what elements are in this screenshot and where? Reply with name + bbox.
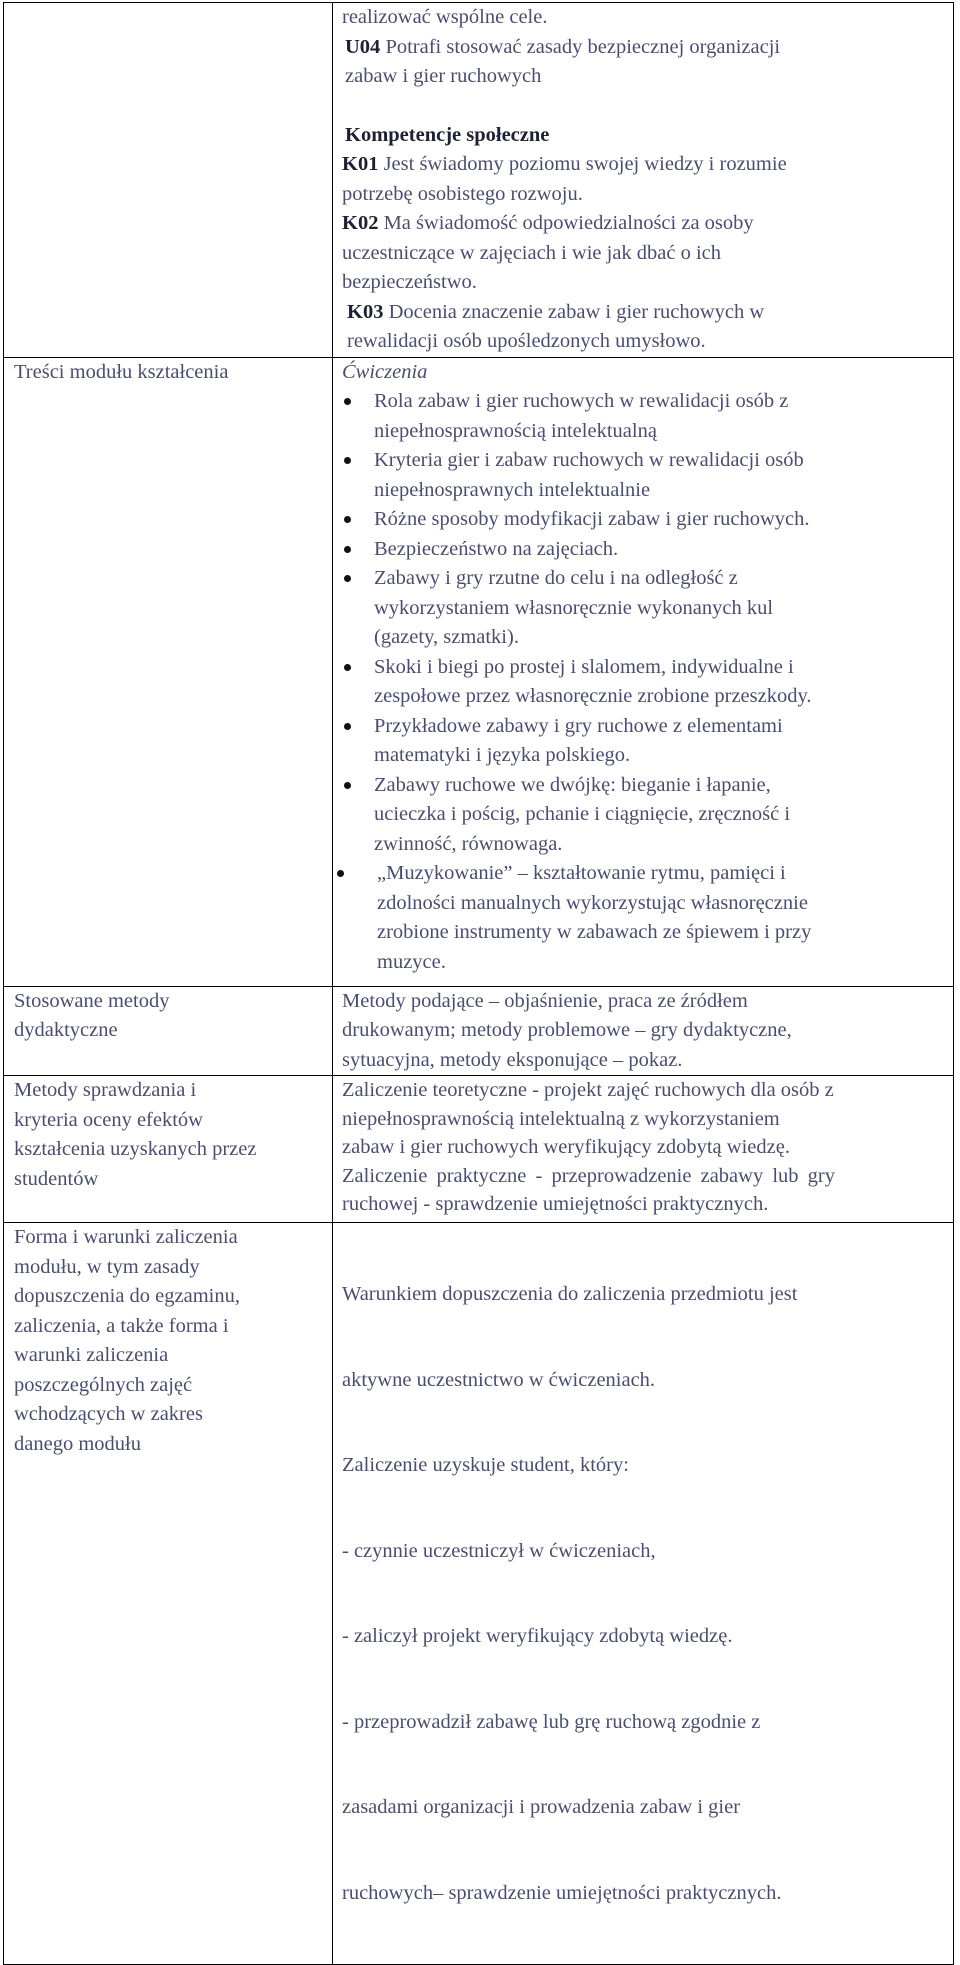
bullet-icon — [344, 457, 351, 464]
tresci-label-cell — [4, 357, 333, 986]
text-line: wchodzących w zakres — [14, 1403, 203, 1425]
bullet-icon — [344, 723, 351, 730]
row-tresci — [4, 357, 954, 986]
text-line: bezpieczeństwo. — [342, 271, 477, 293]
text-line: - czynnie uczestniczył w ćwiczeniach, — [342, 1539, 656, 1562]
text-line: matematyki i języka polskiego. — [374, 744, 631, 766]
text-line: poszczególnych zajęć — [14, 1373, 193, 1396]
text-line: Przykładowe zabawy i gry ruchowe z elementami — [374, 714, 783, 737]
metody-content-cell — [333, 986, 954, 1076]
bullet-icon — [344, 546, 351, 553]
text-line: dydaktyczne — [14, 1019, 118, 1041]
text-line: muzyce. — [377, 950, 446, 973]
text-line: (gazety, szmatki). — [374, 626, 519, 648]
text-line: „Muzykowanie” – kształtowanie rytmu, pamięci i — [377, 862, 786, 884]
u04-code: U04 — [345, 35, 381, 58]
k01-code: K01 — [342, 153, 379, 175]
text-line: Metody podające – objaśnienie, praca ze źródłem — [342, 989, 748, 1012]
text-line: niepełnosprawnością intelektualną z wykorzystaniem — [342, 1107, 780, 1130]
list-item — [342, 859, 953, 977]
row-competences — [4, 3, 954, 358]
text-line: sytuacyjna, metody eksponujące – pokaz. — [342, 1048, 683, 1071]
text-line: kształcenia uzyskanych przez — [14, 1138, 257, 1160]
k01-text: Jest świadomy poziomu swojej wiedzy i rozumie — [378, 153, 787, 175]
text-line: Warunkiem dopuszczenia do zaliczenia przedmiotu jest — [342, 1283, 798, 1305]
text-line: Zabawy ruchowe we dwójkę: bieganie i łapanie, — [374, 773, 771, 796]
text-line: danego modułu — [14, 1432, 141, 1455]
list-item — [342, 564, 953, 653]
text-line: zwinność, równowaga. — [374, 832, 563, 855]
k03-code: K03 — [347, 300, 384, 323]
text-line: zespołowe przez własnoręcznie zrobione przeszkody. — [374, 685, 812, 707]
text-line: ucieczka i pościg, pchanie i ciągnięcie, zręczność i — [374, 803, 791, 825]
bullet-icon — [344, 782, 351, 789]
bullet-icon — [337, 870, 344, 877]
metody-label-cell — [4, 986, 333, 1076]
module-table — [3, 2, 954, 1965]
text-line: - przeprowadził zabawę lub grę ruchową zgodnie z — [342, 1710, 761, 1733]
text-line: Forma i warunki zaliczenia — [14, 1226, 238, 1248]
text-line: potrzebę osobistego rozwoju. — [342, 182, 583, 205]
text-line: Metody sprawdzania i — [14, 1079, 197, 1101]
k02-code: K02 — [342, 212, 379, 234]
text-line: Bezpieczeństwo na zajęciach. — [374, 537, 619, 560]
tresci-label: Treści modułu kształcenia — [14, 360, 229, 383]
text-line: niepełnosprawnością intelektualną — [374, 419, 657, 442]
text-line: realizować wspólne cele. — [342, 6, 548, 28]
text-line: Zaliczenie praktyczne - przeprowadzenie zabawy lub gry — [342, 1164, 835, 1187]
list-item — [342, 771, 953, 860]
text-line: zabaw i gier ruchowych — [345, 65, 542, 87]
text-line: uczestniczące w zajęciach i wie jak dbać o ich — [342, 241, 722, 264]
row-sprawdzanie — [4, 1076, 954, 1223]
text-line: ruchowych– sprawdzenie umiejętności praktycznych. — [342, 1881, 782, 1904]
u04-text: Potrafi stosować zasady bezpiecznej organizacji — [380, 35, 781, 58]
text-line: Zabawy i gry rzutne do celu i na odległość z — [374, 567, 738, 589]
text-line: modułu, w tym zasady — [14, 1255, 200, 1278]
text-line: dopuszczenia do egzaminu, — [14, 1285, 240, 1307]
k02-text: Ma świadomość odpowiedzialności za osoby — [378, 212, 754, 234]
text-line: ruchowej - sprawdzenie umiejętności praktycznych. — [342, 1193, 769, 1215]
text-line: zasadami organizacji i prowadzenia zabaw i gier — [342, 1796, 741, 1818]
empty-label-cell — [4, 3, 333, 358]
u04-line — [342, 33, 953, 63]
row-metody — [4, 986, 954, 1076]
list-item — [342, 446, 953, 505]
text-line: - zaliczył projekt weryfikujący zdobytą wiedzę. — [342, 1625, 733, 1647]
text-line: Stosowane metody — [14, 989, 170, 1012]
text-line: Różne sposoby modyfikacji zabaw i gier ruchowych. — [374, 508, 810, 530]
text-line: Rola zabaw i gier ruchowych w rewalidacji osób z — [374, 390, 789, 412]
k01-line — [342, 150, 953, 180]
list-item — [342, 535, 953, 565]
text-line: aktywne uczestnictwo w ćwiczeniach. — [342, 1368, 656, 1391]
text-line: kryteria oceny efektów — [14, 1108, 203, 1131]
bullet-icon — [344, 516, 351, 523]
kompetencje-heading: Kompetencje społeczne — [345, 123, 550, 146]
text-line: wykorzystaniem własnoręcznie wykonanych kul — [374, 596, 774, 619]
competences-cell — [333, 3, 954, 358]
list-item — [342, 653, 953, 712]
text-line: rewalidacji osób upośledzonych umysłowo. — [347, 330, 706, 352]
text-line: zrobione instrumenty w zabawach ze śpiewem i przy — [377, 921, 812, 943]
text-line: Skoki i biegi po prostej i slalomem, indywidualne i — [374, 655, 794, 678]
text-line: niepełnosprawnych intelektualnie — [374, 478, 651, 501]
text-line: Zaliczenie teoretyczne - projekt zajęć ruchowych dla osób z — [342, 1079, 834, 1101]
text-line: zaliczenia, a także forma i — [14, 1314, 229, 1337]
bullet-icon — [344, 575, 351, 582]
k03-text: Docenia znaczenie zabaw i gier ruchowych w — [383, 300, 765, 323]
bullet-icon — [344, 664, 351, 671]
forma-content-cell — [333, 1223, 954, 1965]
text-line: zdolności manualnych wykorzystując własnoręcznie — [377, 891, 808, 914]
row-forma — [4, 1223, 954, 1965]
k03-line — [342, 298, 953, 328]
text-line: studentów — [14, 1167, 99, 1190]
text-line: Zaliczenie uzyskuje student, który: — [342, 1454, 629, 1476]
list-item — [342, 712, 953, 771]
k02-line — [342, 209, 953, 239]
bullet-icon — [344, 398, 351, 405]
text-line: drukowanym; metody problemowe – gry dydaktyczne, — [342, 1019, 792, 1041]
sprawdzanie-content-cell — [333, 1076, 954, 1223]
sprawdzanie-label-cell — [4, 1076, 333, 1223]
text-line: zabaw i gier ruchowych weryfikujący zdobytą wiedzę. — [342, 1136, 790, 1158]
forma-label-cell — [4, 1223, 333, 1965]
list-item — [342, 387, 953, 446]
tresci-content-cell — [333, 357, 954, 986]
text-line: warunki zaliczenia — [14, 1344, 169, 1366]
cwiczenia-heading: Ćwiczenia — [342, 360, 428, 383]
list-item — [342, 505, 953, 535]
text-line: Kryteria gier i zabaw ruchowych w rewalidacji osób — [374, 449, 804, 471]
exercise-list — [342, 387, 953, 977]
spacer — [342, 92, 953, 121]
